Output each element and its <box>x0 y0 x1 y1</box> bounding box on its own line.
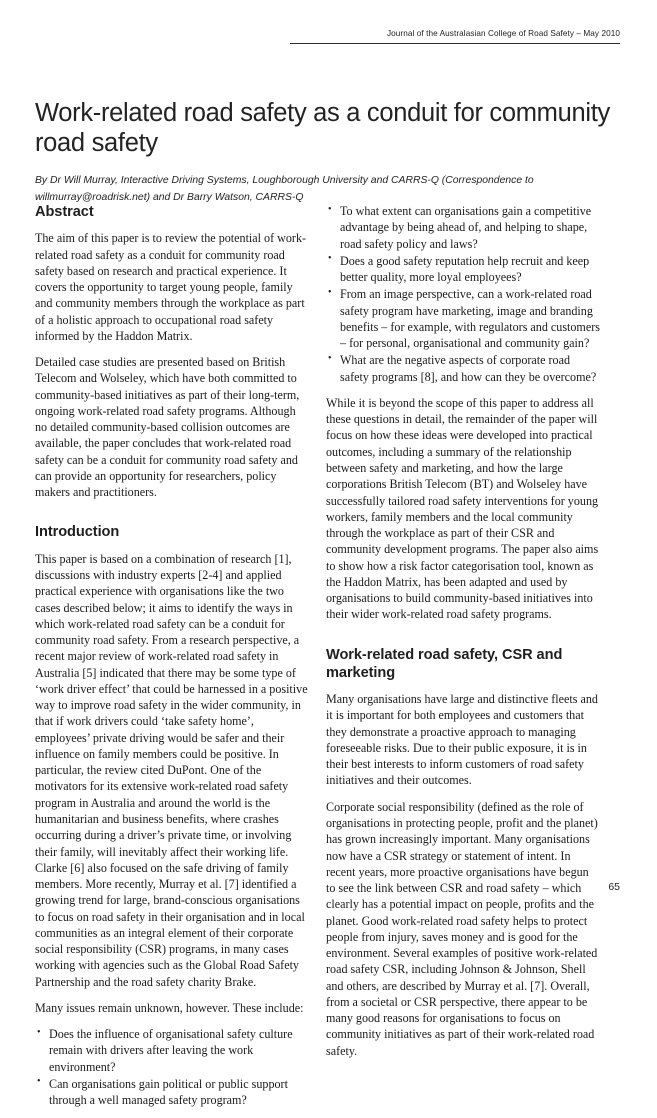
open-questions-list-right <box>326 203 600 385</box>
csr-paragraph-2: Corporate social responsibility (defined as the role of organisations in protecting people, profit and the planet) has grown increasingly important. Many organisations now have a CSR strategy or statement of intent. In recent years, more proactive organisations have begun to see the link between CSR and road safety – which clearly has a potential impact on people, profits and the planet. Good work-related road safety helps to protect people from injury, saves money and is good for the environment. Several examples of positive work-related road safety CSR, including Johnson & Johnson, Shell and others, are described by Murray et al. [7]. Overall, from a societal or CSR perspective, there appear to be many good reasons for organisations to focus on community initiatives as part of their work-related road safety. <box>326 799 598 1058</box>
introduction-paragraph-1: This paper is based on a combination of research [1], discussions with industry experts [2-4] and applied practical experience with organisations like the two cases described below; it aims to identify the ways in which work-related road safety can be a conduit for community road safety. From a research perspective, a recent major review of work-related road safety in Australia [5] indicated that there may be some type of ‘work driver effect’ that could be harnessed in a positive way to improve road safety in the wider community, in that if work drivers could ‘take safety home’, employees’ private driving would be safer and their influence on family members could be positive. In particular, the review cited DuPont. One of the motivators for its extensive work-related road safety program in Australia and around the world is the humanitarian and business benefits, where crashes occurring during a driver’s private time, or involving their family, will inevitably affect their working life. Clarke [6] also focused on the safe driving of family members. More recently, Murray et al. [7] identified a growing trend for large, brand-conscious organisations to focus on road safety in their organisation and in local communities as an integral element of their corporate social responsibility (CSR) programs, in many cases working with agencies such as the Global Road Safety Partnership and the road safety charity Brake. <box>35 551 308 989</box>
author-byline: By Dr Will Murray, Interactive Driving Systems, Loughborough University and CARRS-Q (Correspondence to willmurray@roadrisk.net) and Dr Barry Watson, CARRS-Q <box>35 175 534 203</box>
column-right <box>326 203 600 1059</box>
list-item: • Does a good safety reputation help recruit and keep better quality, more loyal employees? <box>326 253 600 286</box>
csr-paragraph-1: Many organisations have large and distinctive fleets and it is important for both employees and customers that they demonstrate a proactive approach to managing foreseeable risks. Due to their public exposure, it is in their best interests to inform customers of road safety initiatives and their outcomes. <box>326 692 598 788</box>
page-number: 65 <box>608 881 620 893</box>
abstract-paragraph-1: The aim of this paper is to review the potential of work-related road safety as a conduit for community road safety based on research and practical experience. It covers the opportunity to target young people, family and community members through the workplace as part of a holistic approach to occupational road safety informed by the Haddon Matrix. <box>35 231 307 343</box>
heading-csr-marketing: Work-related road safety, CSR and marketing <box>326 646 563 681</box>
list-item: • From an image perspective, can a work-related road safety program have marketing, image and branding benefits – for example, with regulators and customers – for personal, organisational and community gain? <box>326 286 600 351</box>
list-item: • What are the negative aspects of corporate road safety programs [8], and how can they be overcome? <box>326 352 600 385</box>
introduction-paragraph-2: Many issues remain unknown, however. These include: <box>35 1000 304 1015</box>
title-block <box>35 98 620 207</box>
scope-paragraph: While it is beyond the scope of this paper to address all these questions in detail, the remainder of the paper will focus on how these ideas were developed into practical outcomes, including a summary of the relationship between safety and marketing, and how the large corporations British Telecom (BT) and Wolseley have successfully tailored road safety interventions for young workers, family members and the local community through the workplace as part of their CSR and community development programs. The paper also aims to show how a risk factor categorisation tool, known as the Haddon Matrix, has been adapted and used by organisations to build community-based initiatives into their wider work-related road safety programs. <box>326 395 599 622</box>
column-left <box>35 203 309 1118</box>
heading-abstract: Abstract <box>35 204 94 220</box>
abstract-paragraph-2: Detailed case studies are presented based on British Telecom and Wolseley, which have both committed to community-based initiatives as part of their long-term, ongoing work-related road safety programs. Although no detailed community-based collision outcomes are available, the paper concludes that work-related road safety can be a conduit for community road safety and can provide an opportunity for researchers, policy makers and practitioners. <box>35 355 300 500</box>
list-item: • To what extent can organisations gain a competitive advantage by being ahead of, and helping to shape, road safety policy and laws? <box>326 203 600 252</box>
heading-introduction: Introduction <box>35 524 120 541</box>
running-header: Journal of the Australasian College of Road Safety – May 2010 <box>290 29 620 44</box>
list-item: • Can organisations gain political or public support through a well managed safety program? <box>35 1076 309 1109</box>
page-title: Work-related road safety as a conduit for community road safety <box>35 99 610 158</box>
open-questions-list-left <box>35 1026 309 1108</box>
list-item: • Does the influence of organisational safety culture remain with drivers after leaving the work environment? <box>35 1026 309 1075</box>
